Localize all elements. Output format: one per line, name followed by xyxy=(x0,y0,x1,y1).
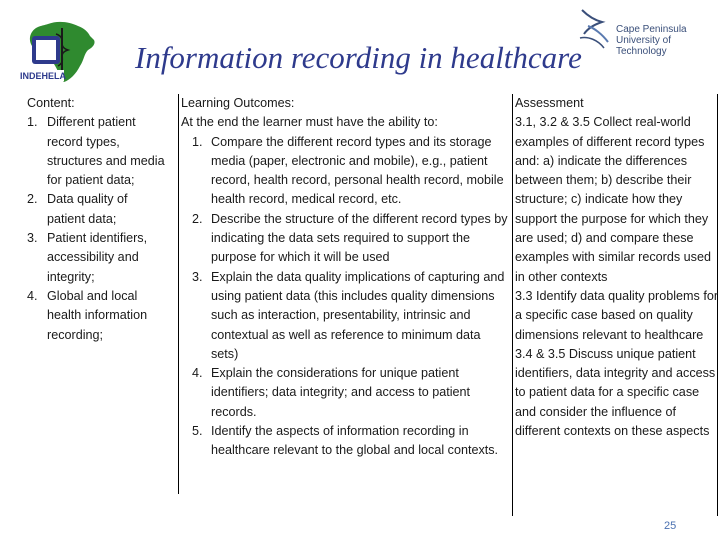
cput-logo xyxy=(578,6,718,57)
outcomes-heading: Learning Outcomes: xyxy=(181,96,295,110)
outcomes-column xyxy=(181,94,511,461)
content-list xyxy=(27,113,167,345)
content-column xyxy=(27,94,167,345)
cput-logo-text: Cape Peninsula University of Technology xyxy=(616,24,687,57)
list-item: 4. Explain the considerations for unique patient identifiers; data integrity; and access to patient records. xyxy=(192,366,471,419)
column-divider-left xyxy=(178,94,179,494)
page-number: 25 xyxy=(664,520,677,532)
outcomes-list xyxy=(181,133,511,461)
assessment-paragraph: 3.3 Identify data quality problems for a specific case based on quality dimensions relevant to healthcare xyxy=(515,288,719,342)
assessment-column xyxy=(515,94,720,441)
list-item: 3. Patient identifiers, accessibility and integrity; xyxy=(27,231,148,284)
svg-text:INDEHELA: INDEHELA xyxy=(20,71,67,81)
list-item: 3. Explain the data quality implications of capturing and using patient data (this includes quality dimensions such as interaction, presentability, intrinsic and contextual as well as reference to minimum data sets) xyxy=(192,269,505,361)
assessment-paragraph: 3.4 & 3.5 Discuss unique patient identifiers, data integrity and access to patient data for a specific case and consider the influence of different contexts on these aspects xyxy=(515,346,716,439)
list-item: 1. Compare the different record types and its storage media (paper, electronic and mobile), e.g., patient record, health record, personal health record, mobile health record, medical record, etc. xyxy=(192,134,504,207)
list-item: 2. Data quality of patient data; xyxy=(27,192,128,226)
list-item: 5. Identify the aspects of information recording in healthcare relevant to the global and local contexts. xyxy=(192,424,499,458)
outcomes-intro: At the end the learner must have the ability to: xyxy=(181,115,438,130)
column-divider-right xyxy=(512,94,513,516)
slide-title: Information recording in healthcare xyxy=(135,40,582,75)
list-item: 2. Describe the structure of the different record types by indicating the data sets required to support the purpose for which it will be used xyxy=(192,211,508,265)
list-item: 4. Global and local health information recording; xyxy=(27,288,148,342)
assessment-paragraph: 3.1, 3.2 & 3.5 Collect real-world examples of different record types and: a) indicate the differences between them; b) describe their structure; c) indicate how they support the purpose for which they are used; d) and compare these examples with similar records used in other contexts xyxy=(515,115,711,284)
indehela-logo xyxy=(18,18,108,88)
list-item: 1. Different patient record types, structures and media for patient data; xyxy=(27,115,165,188)
assessment-heading: Assessment xyxy=(515,96,584,110)
content-heading: Content: xyxy=(27,96,75,110)
